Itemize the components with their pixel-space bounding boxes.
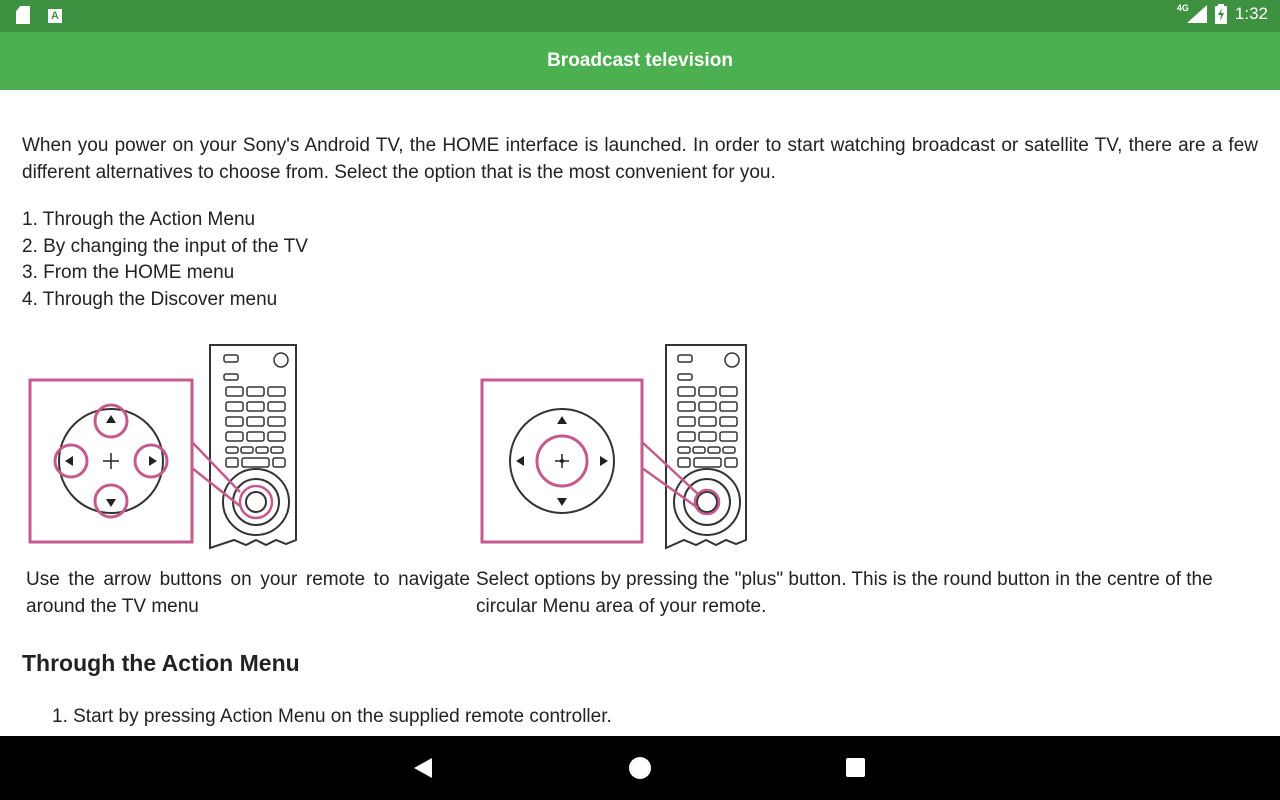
- list-item: 4. Through the Discover menu: [22, 289, 278, 311]
- a-notification-icon: A: [48, 9, 62, 23]
- sd-card-icon: [16, 6, 30, 24]
- back-icon[interactable]: [414, 758, 432, 778]
- remote-plus-button-illustration: [476, 342, 766, 554]
- home-icon[interactable]: [629, 757, 651, 779]
- figure-caption-plus: Select options by pressing the "plus" button. This is the round button in the centre of the circular Menu area of your remote.: [476, 569, 1213, 617]
- list-item: 1. Through the Action Menu: [22, 209, 256, 230]
- intro-paragraph: When you power on your Sony's Android TV, the HOME interface is launched. In order to start watching broadcast or satellite TV, there are a few different alternatives to choose from. Select the option that is the most convenient for you.: [22, 135, 1258, 183]
- section-heading: Through the Action Menu: [22, 650, 300, 676]
- network-type-label: 4G: [1176, 3, 1189, 13]
- alternatives-list: [22, 207, 308, 314]
- status-bar: [0, 0, 1280, 32]
- battery-charging-icon: [1215, 4, 1227, 24]
- signal-icon: [1187, 5, 1207, 23]
- list-item: 1. Start by pressing Action Menu on the supplied remote controller.: [52, 706, 612, 727]
- clock: 1:32: [1234, 4, 1268, 23]
- article-content[interactable]: [0, 90, 1280, 736]
- page-title: Broadcast television: [547, 50, 733, 71]
- list-item: 2. By changing the input of the TV: [22, 235, 308, 257]
- steps-list: [52, 706, 612, 728]
- recents-icon[interactable]: [846, 758, 865, 777]
- figure-caption-arrows: Use the arrow buttons on your remote to navigate around the TV menu: [26, 569, 470, 617]
- list-item: 3. From the HOME menu: [22, 262, 235, 284]
- navigation-bar: [0, 736, 1280, 800]
- remote-arrow-buttons-illustration: [26, 342, 316, 554]
- app-bar: [0, 32, 1280, 90]
